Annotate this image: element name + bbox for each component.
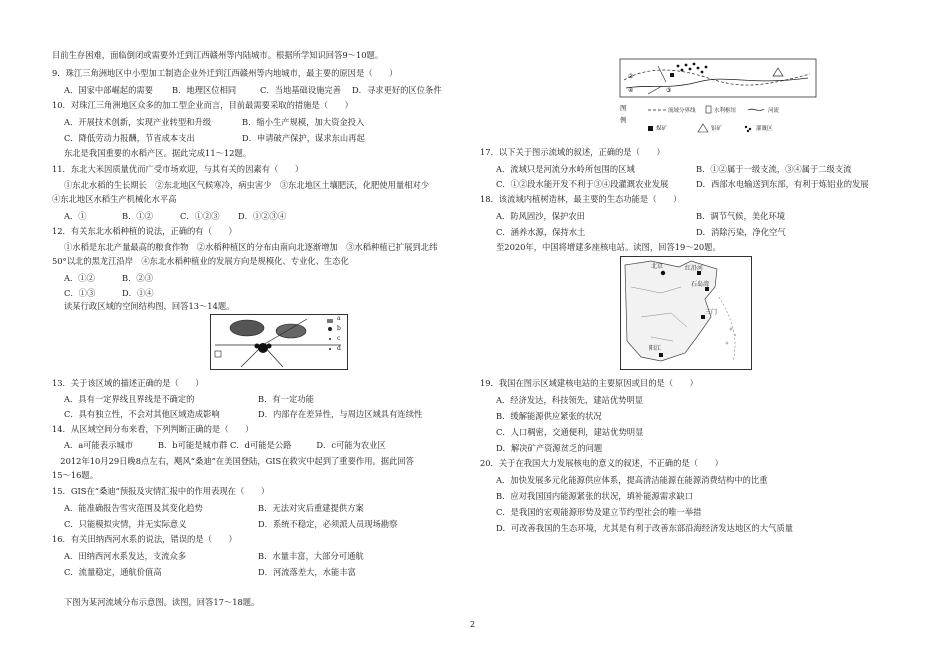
option: C．当地基础设施完善 <box>260 85 342 95</box>
legend-label: c <box>337 335 341 342</box>
option: D．寻求更好的区位条件 <box>352 85 442 95</box>
option: C．具有独立性，不会对其他区域造成影响 <box>64 409 220 419</box>
option: C．①②段水能开发不利于③④段灌溉农业发展 <box>496 179 669 189</box>
passage-line: 东北是我国重要的水稻产区。据此完成11～12题。 <box>64 148 252 158</box>
question-18: 18．该流域内植树造林，最主要的生态功能是（ ） <box>480 194 682 204</box>
regional-structure-figure <box>210 314 348 370</box>
plant-yangjiang <box>659 353 663 357</box>
option: A．防风固沙，保护农田 <box>496 211 585 221</box>
question-14: 14．从区域空间分布来看，下列判断正确的是（ ） <box>52 424 254 434</box>
option: D．河流落差大，水能丰富 <box>258 567 356 577</box>
option: C．涵养水源，保持水土 <box>496 227 586 237</box>
legend-a-swatch <box>327 319 333 323</box>
question-9: 9．珠江三角洲地区中小型加工制造企业外迁到江西赣州等内地城市，最主要的原因是（ ） <box>52 68 398 78</box>
option: A．①② <box>64 273 95 283</box>
option: B．应对我国国内能源紧张的状况，填补能源需求缺口 <box>496 491 693 501</box>
land-outline <box>625 261 717 361</box>
question-20: 20．关于在我国大力发展核电的意义的叙述，不正确的是（ ） <box>480 458 723 468</box>
map-label-hongyanhe: 红沿河 <box>685 265 704 272</box>
legend-label: b <box>337 325 341 332</box>
option: C．人口稠密，交通便利，建站优势明显 <box>496 427 644 437</box>
passage-line: 15～16题。 <box>52 470 99 480</box>
option: D．可改善我国的生态环境，尤其是有利于改善东部沿海经济发达地区的大气质量 <box>496 523 794 533</box>
question-12: 12．有关东北水稻种植的说法，正确的有（ ） <box>52 226 237 236</box>
option: B．水量丰富，大部分可通航 <box>258 551 364 561</box>
option: C．①②③ <box>180 211 220 221</box>
option: A．具有一定界线且界线是不确定的 <box>64 394 195 404</box>
option: A．加快发展多元化能源供应体系，提高清洁能源在能源消费结构中的比重 <box>496 475 768 485</box>
option: D．解决矿产资源贫乏的问题 <box>496 443 603 453</box>
option: B．无法对灾后重建提供方案 <box>258 503 364 513</box>
nuclear-plant-map <box>620 256 752 370</box>
city-dot <box>267 344 272 349</box>
legend-label: 灌溉区 <box>756 126 773 132</box>
option: B．地理区位相同 <box>172 85 237 95</box>
map-label-sanmen: 三门 <box>705 309 718 316</box>
region-a-shape <box>230 320 264 336</box>
option: D．内部存在差异性，与周边区域具有连续性 <box>258 409 423 419</box>
legend-label: 河流 <box>768 108 780 114</box>
option: C．①③ <box>64 288 96 298</box>
legend-c-swatch <box>329 338 331 340</box>
option: B．调节气候，美化环境 <box>696 211 786 221</box>
option: B．缓解能源供应紧张的状况 <box>496 411 602 421</box>
option: C．只能模拟灾情，并无实际意义 <box>64 519 187 529</box>
statement-line: ④东北地区水稻生产机械化水平高 <box>52 194 177 204</box>
map-label-beijing: 北京 <box>651 263 664 270</box>
islands <box>726 328 737 345</box>
option: A．国家中部崛起的需要 <box>64 85 153 95</box>
legend-label: 流域分界线 <box>668 108 696 114</box>
legend-label: 铝矿 <box>711 126 723 132</box>
option: D．①④ <box>122 288 154 298</box>
question-13: 13．关于该区域的描述正确的是（ ） <box>52 378 204 388</box>
option: D．西部水电输送到东部，有利于炼铝业的发展 <box>696 179 869 189</box>
option: A．经济发达，科技领先，建站优势明显 <box>496 395 644 405</box>
legend-label: 水利枢纽 <box>714 108 737 114</box>
svg-text:④: ④ <box>628 87 634 94</box>
city-cluster <box>258 343 268 353</box>
regional-structure-diagram <box>211 315 347 369</box>
city-dot <box>255 344 260 349</box>
legend-label: a <box>337 315 341 322</box>
option: B．有一定功能 <box>258 394 314 404</box>
question-10: 10．对珠江三角洲地区众多的加工型企业而言，目前最需要采取的措施是（ ） <box>52 100 353 110</box>
option: A．流域只是河流分水岭所包围的区域 <box>496 164 635 174</box>
river-basin-figure <box>618 58 818 144</box>
option: C．流量稳定，通航价值高 <box>64 567 162 577</box>
coal-mine <box>670 73 674 77</box>
map-label-shidaowan: 石岛湾 <box>691 281 710 288</box>
option: C．是我国的宏观能源形势及建立节约型社会的唯一举措 <box>496 507 702 517</box>
page-number: 2 <box>470 620 476 629</box>
option: D．①②③④ <box>238 211 287 221</box>
option-line: A．a可能表示城市 B．b可能是城市群 C．d可能是公路 D．c可能为农业区 <box>64 440 386 450</box>
passage-line: 2012年10月29日晚8点左右，飓风“桑迪”在美国登陆，GIS在救灾中起到了重要作用。据此回答 <box>52 456 414 466</box>
question-17: 17．以下关于图示流域的叙述，正确的是（ ） <box>480 147 665 157</box>
option: A．① <box>64 211 87 221</box>
option: C．降低劳动力报酬，节省成本支出 <box>64 133 195 143</box>
legend-d-swatch <box>329 348 331 350</box>
legend-title: 图例 <box>620 104 627 124</box>
small-square <box>215 351 221 357</box>
passage-line: 读某行政区域的空间结构图，回答13～14题。 <box>64 301 235 311</box>
option: B．②③ <box>122 273 153 283</box>
option: B．缩小生产规模，加大资金投入 <box>242 117 365 127</box>
statement-line: ①东北水稻的生长期长 ②东北地区气候寒冷，病虫害少 ③东北地区土壤肥沃，化肥使用量相对少 <box>64 180 430 190</box>
passage-line: 下图为某河流域分布示意图。读图，回答17～18题。 <box>64 597 260 607</box>
statement-line: 50°以北的黑龙江沿岸 ④东北水稻种植业的发展方向是规模化、专业化、生态化 <box>52 256 349 266</box>
option: A．开展技术创新，实现产业转型和升级 <box>64 117 212 127</box>
svg-text:③: ③ <box>666 87 672 94</box>
question-15: 15．GIS在“桑迪”预报及灾情汇报中的作用表现在（ ） <box>52 486 270 496</box>
legend-label: 煤矿 <box>656 126 668 132</box>
plant-beijing <box>661 271 665 275</box>
map-label-yangjiang: 阳江 <box>649 345 662 352</box>
option: D．消除污染，净化空气 <box>696 227 786 237</box>
option: A．能准确报告雪灾范围及其变化趋势 <box>64 503 203 513</box>
region-shape <box>276 324 306 338</box>
legend-label: d <box>337 345 341 352</box>
question-19: 19．我国在图示区域建核电站的主要原因或目的是（ ） <box>480 378 698 388</box>
question-11: 11．东北大米因质量优而广受市场欢迎，与其有关的因素有（ ） <box>52 164 304 174</box>
option: B．①②属于一级支流，③④属于二级支流 <box>696 164 852 174</box>
option: A．田纳西河水系发达，支流众多 <box>64 551 187 561</box>
statement-line: ①水稻是东北产量最高的粮食作物 ②水稻种植区的分布由南向北逐渐增加 ③水稻种植已扩展到北纬 <box>64 242 438 252</box>
china-east-map <box>621 257 751 369</box>
svg-text:②: ② <box>628 73 634 80</box>
option: D．系统不稳定，必须派人员现场勘察 <box>258 519 398 529</box>
legend-b-swatch <box>328 327 332 331</box>
question-16: 16．有关田纳西河水系的说法，错误的是（ ） <box>52 534 237 544</box>
passage-line: 目前生存困难，面临倒闭或需要外迁到江西赣州等内陆城市。根据所学知识回答9～10题。 <box>52 50 384 60</box>
option: D．申请破产保护，谋求东山再起 <box>242 133 365 143</box>
sea-boundary <box>719 297 735 361</box>
passage-line: 至2020年，中国将增建多座核电站。读图，回答19～20题。 <box>496 242 721 252</box>
option: B．①② <box>122 211 153 221</box>
